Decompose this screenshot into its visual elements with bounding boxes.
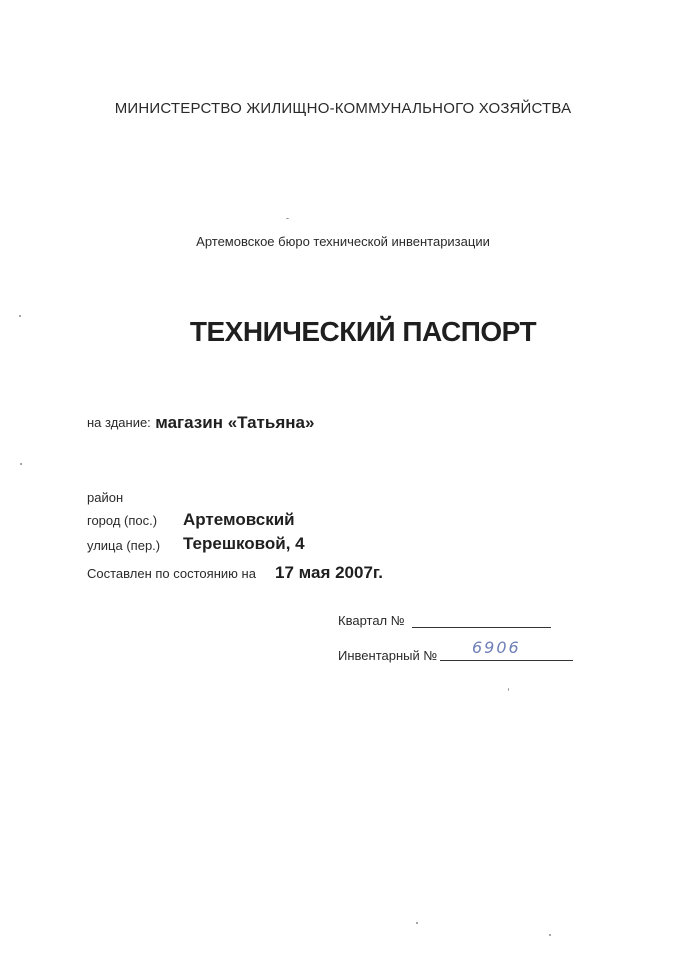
scan-speck [549, 934, 551, 936]
scan-speck [508, 688, 509, 691]
city-value: Артемовский [183, 510, 295, 529]
scan-speck [19, 315, 21, 317]
building-label: на здание: [87, 415, 151, 430]
scan-speck [416, 922, 418, 924]
document-title: ТЕХНИЧЕСКИЙ ПАСПОРТ [189, 316, 537, 347]
building-row [87, 413, 314, 433]
district-label: район [87, 490, 124, 505]
inventory-handwritten-number: 6906 [472, 638, 521, 657]
bureau-name: Артемовское бюро технической инвентаризации [196, 234, 490, 249]
city-label: город (пос.) [87, 513, 158, 528]
scan-speck [286, 218, 289, 219]
compiled-label: Составлен по состоянию на [87, 566, 256, 581]
street-label: улица (пер.) [87, 538, 161, 553]
inventory-label: Инвентарный № [338, 648, 438, 663]
building-value: магазин «Татьяна» [155, 413, 315, 432]
scan-speck [20, 463, 22, 465]
compiled-date: 17 мая 2007г. [275, 563, 384, 582]
quarter-underline [412, 627, 551, 628]
quarter-label: Квартал № [338, 613, 405, 628]
street-value: Терешковой, 4 [183, 534, 305, 553]
ministry-header: МИНИСТЕРСТВО ЖИЛИЩНО-КОММУНАЛЬНОГО ХОЗЯЙСТВА [114, 100, 572, 117]
inventory-underline [440, 660, 573, 661]
